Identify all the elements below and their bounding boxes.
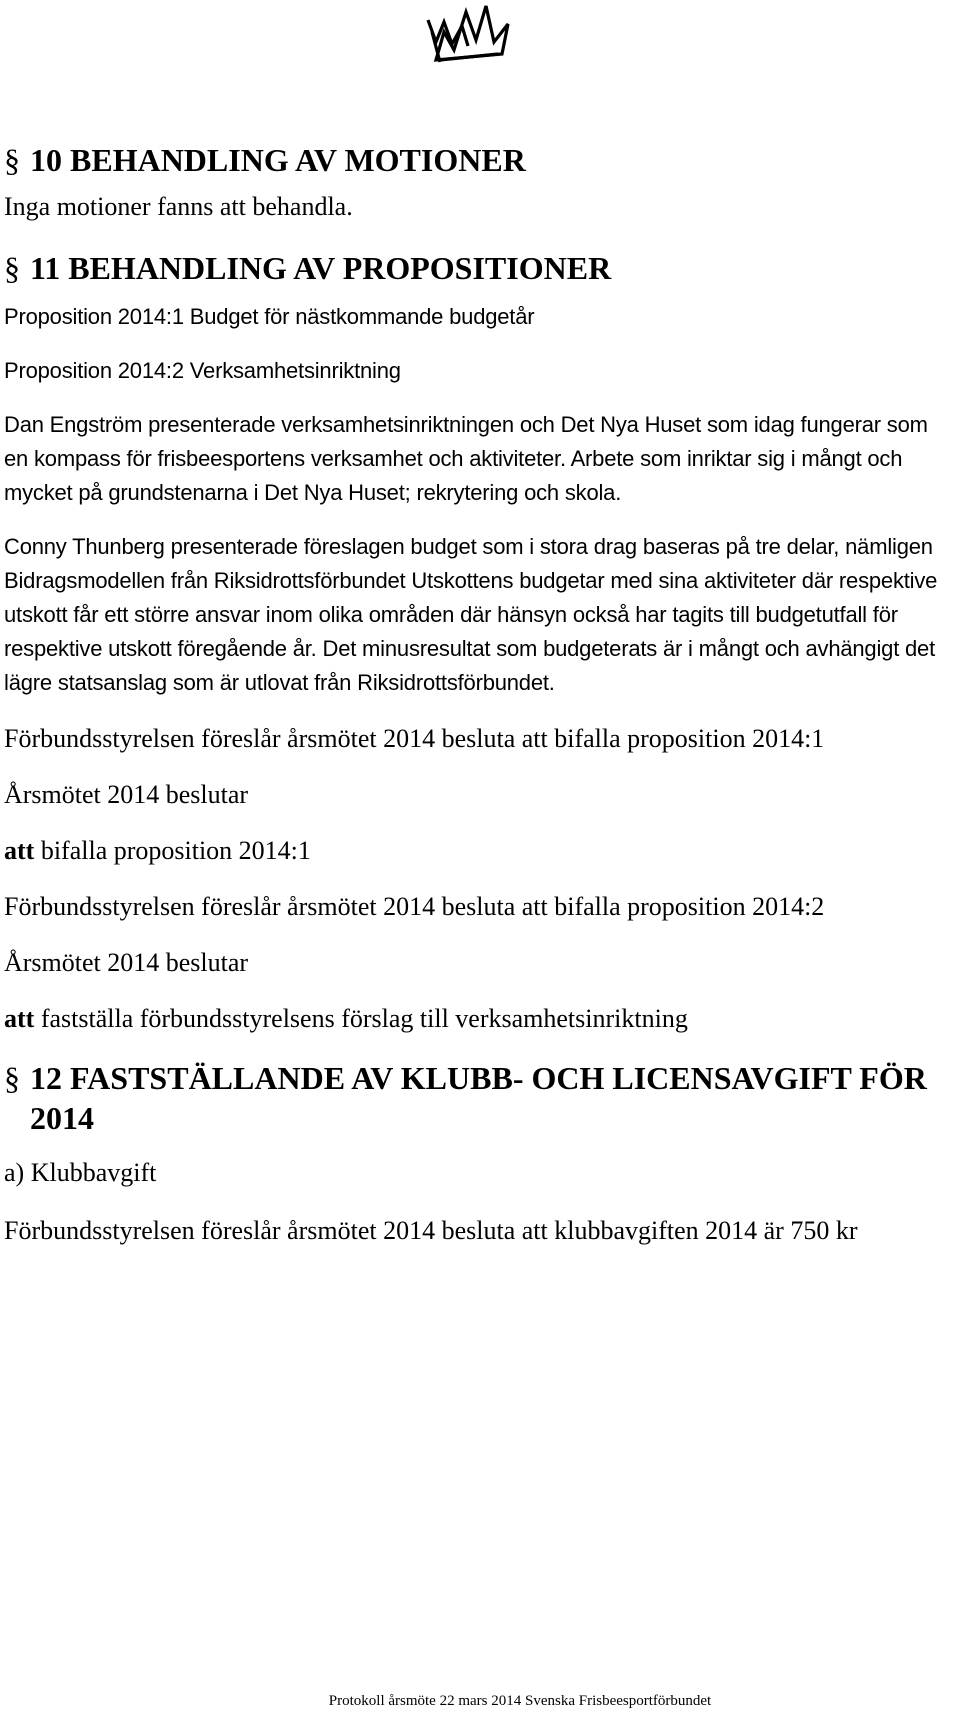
section-symbol: § [4, 250, 20, 286]
att-text: fastställa förbundsstyrelsens förslag till verksamhetsinriktning [34, 1004, 688, 1033]
proposition-1: Proposition 2014:1 Budget för nästkommande budgetår [4, 304, 535, 329]
section-symbol: § [4, 142, 20, 178]
att-text: bifalla proposition 2014:1 [34, 836, 311, 865]
section-10-title: 10 BEHANDLING AV MOTIONER [30, 142, 526, 178]
att-keyword: att [4, 836, 35, 865]
page-footer: Protokoll årsmöte 22 mars 2014 Svenska Frisbeesportförbundet [328, 1693, 712, 1709]
section-11-title: 11 BEHANDLING AV PROPOSITIONER [30, 250, 612, 286]
proposition-2: Proposition 2014:2 Verksamhetsinriktning [4, 358, 401, 383]
proposal-2014-1: Förbundsstyrelsen föreslår årsmötet 2014 besluta att bifalla proposition 2014:1 [4, 724, 825, 753]
section-10-body: Inga motioner fanns att behandla. [4, 192, 353, 221]
section-12-title: 12 FASTSTÄLLANDE AV KLUBB- OCH LICENSAVGIFT FÖR 2014 [30, 1060, 927, 1136]
att-clause-2 [4, 1002, 952, 1036]
decision-heading-2: Årsmötet 2014 beslutar [4, 948, 249, 977]
section-12-heading [4, 1058, 952, 1138]
section-symbol: § [4, 1060, 20, 1096]
paragraph-thunberg: Conny Thunberg presenterade föreslagen budget som i stora drag baseras på tre delar, nämligen Bidragsmodellen från Riksidrottsförbundet Utskottens budgetar med sina aktiviteter där respektive utskott får ett större ansvar inom olika områden där hänsyn också har tagits till budgetutfall för respektive utskott föregående år. Det minusresultat som budgeterats är i mångt och avhängigt det lägre statsanslag som är utlovat från Riksidrottsförbundet. [4, 534, 938, 695]
paragraph-engstrom: Dan Engström presenterade verksamhetsinriktningen och Det Nya Huset som idag fungerar som en kompass för frisbeesportens verksamhet och aktiviteter. Arbete som inriktar sig i mångt och mycket på grundstenarna i Det Nya Huset; rekrytering och skola. [4, 412, 928, 505]
crown-logo-icon [422, 2, 522, 68]
decision-heading-1: Årsmötet 2014 beslutar [4, 780, 249, 809]
att-clause-1 [4, 834, 952, 868]
proposal-klubbavgift: Förbundsstyrelsen föreslår årsmötet 2014 besluta att klubbavgiften 2014 är 750 kr [4, 1216, 858, 1245]
proposal-2014-2: Förbundsstyrelsen föreslår årsmötet 2014 besluta att bifalla proposition 2014:2 [4, 892, 825, 921]
section-11-heading [4, 248, 952, 288]
subheading-klubbavgift: a) Klubbavgift [4, 1158, 157, 1187]
section-10-heading [4, 140, 952, 180]
att-keyword: att [4, 1004, 35, 1033]
